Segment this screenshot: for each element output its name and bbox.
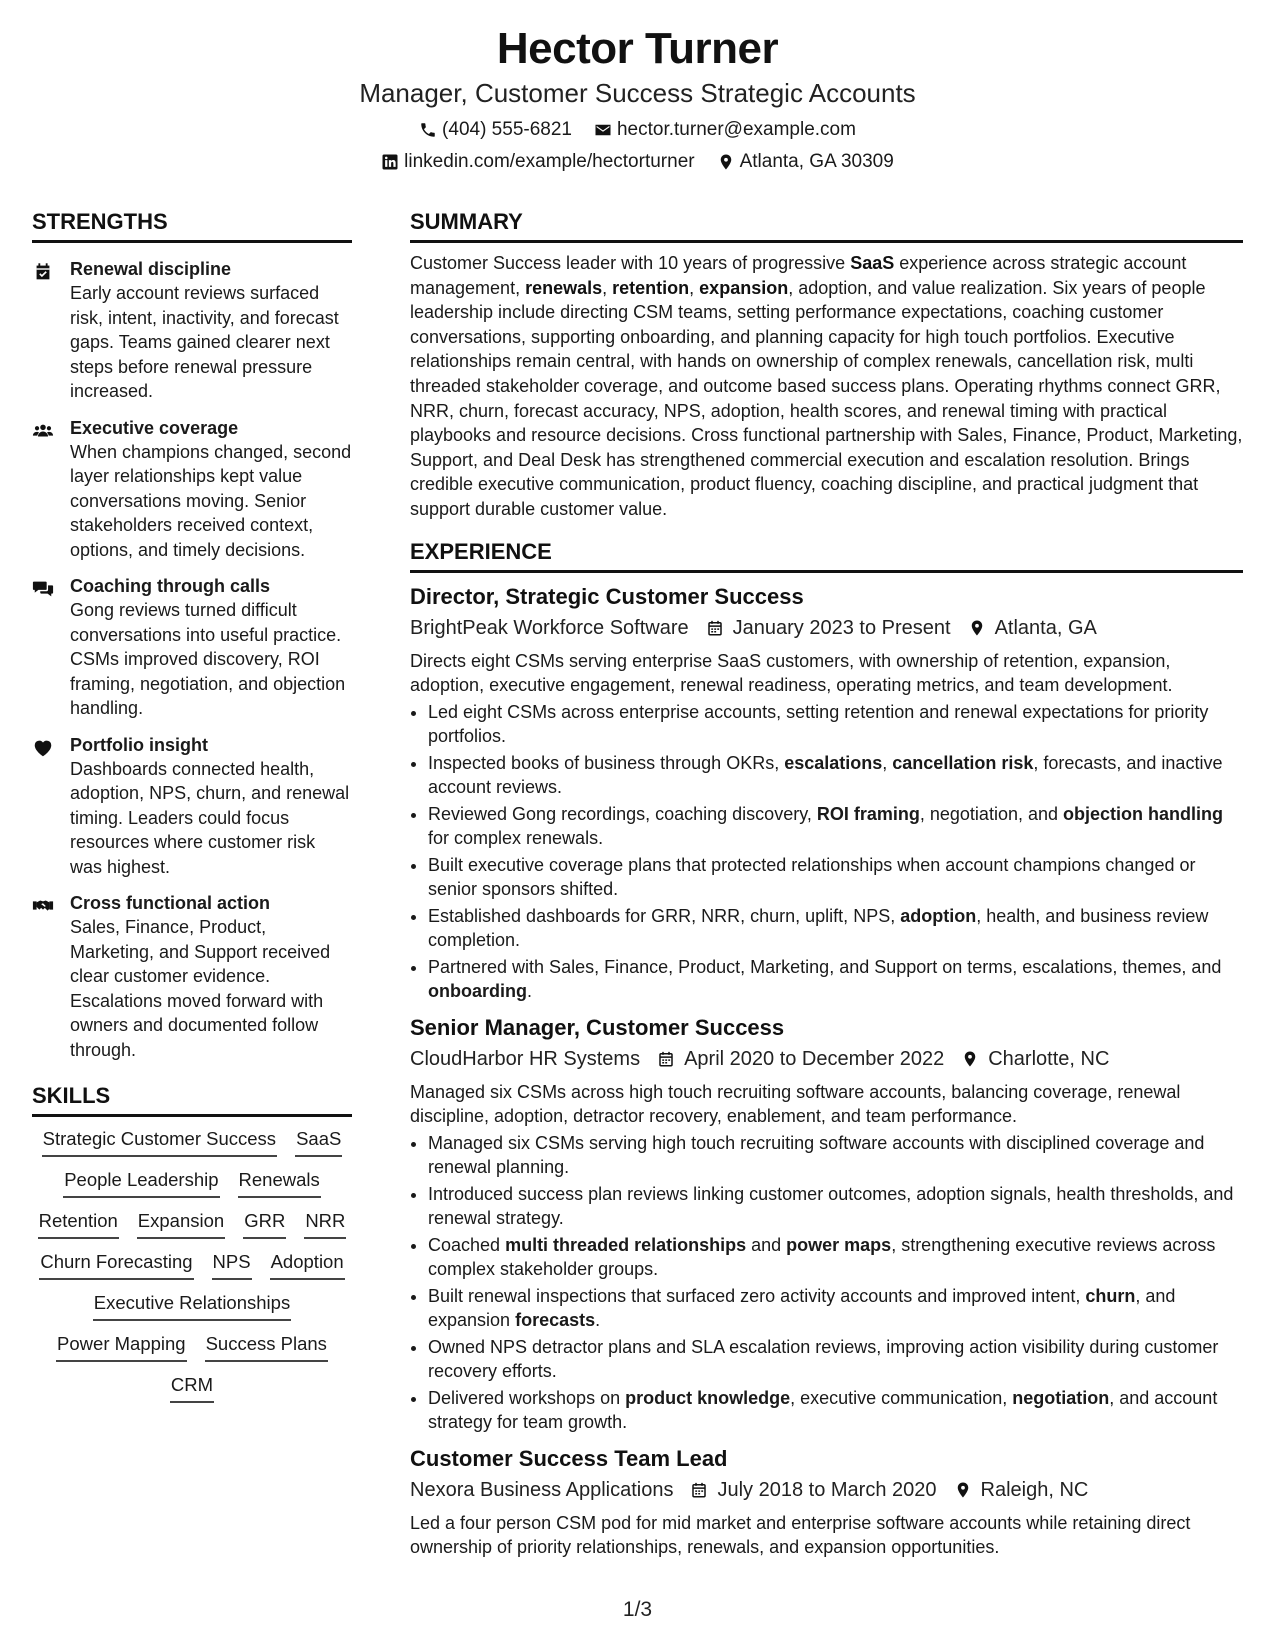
resume-header <box>0 22 1275 174</box>
job-title: Director, Strategic Customer Success <box>410 583 804 609</box>
job-meta <box>410 615 1243 641</box>
bold-keyword: objection handling <box>1063 803 1224 824</box>
bullet-item <box>428 1131 1243 1180</box>
bold-keyword: product knowledge <box>625 1387 791 1408</box>
job-meta <box>410 1477 1243 1503</box>
text-run: , health, and business review completion. <box>428 905 1209 951</box>
text-run: , adoption, and value realization. Six years of people leadership include directing CSM teams, setting performance expectations, coaching customer conversations, supporting onboarding, and planning capacity for high touch portfolios. Executive relationships remain central, with hands on ownership of complex renewals, cancellation risk, multi threaded stakeholder coverage, and outcome based success plans. Operating rhythms connect GRR, NRR, churn, forecast accuracy, NPS, adoption, health scores, and renewal timing with practical playbooks and resource decisions. Cross functional partnership with Sales, Finance, Product, Marketing, Support, and Deal Desk has strengthened commercial execution and escalation resolution. Brings credible executive communication, product fluency, coaching discipline, and practical judgment that support durable customer value. <box>410 277 1243 519</box>
skill-row <box>32 1209 352 1239</box>
bold-keyword: SaaS <box>850 253 895 273</box>
skill-tag: SaaS <box>295 1127 342 1157</box>
skill-row <box>32 1291 352 1321</box>
bullet-item <box>428 700 1243 749</box>
text-run: and <box>746 1234 787 1255</box>
bullet-item <box>428 1386 1243 1435</box>
skill-tag: NPS <box>212 1250 252 1280</box>
skill-tag: Executive Relationships <box>93 1291 291 1321</box>
bold-keyword: forecasts <box>515 1310 596 1331</box>
contact-row-2 <box>0 150 1275 174</box>
job-company: CloudHarbor HR Systems <box>410 1047 641 1070</box>
bullet-item <box>428 1335 1243 1384</box>
skill-tag: Expansion <box>137 1209 225 1239</box>
skill-row <box>32 1127 352 1157</box>
skill-tag: Adoption <box>270 1250 345 1280</box>
skill-tag: People Leadership <box>63 1168 219 1198</box>
bold-keyword: onboarding <box>428 981 527 1002</box>
email-contact[interactable] <box>594 118 856 142</box>
strength-title: Renewal discipline <box>70 259 232 279</box>
strength-body <box>70 733 352 880</box>
skill-tag: Success Plans <box>205 1332 328 1362</box>
text-run: Introduced success plan reviews linking customer outcomes, adoption signals, health thresholds, and renewal strategy. <box>428 1183 1234 1229</box>
contact-row-1 <box>0 118 1275 142</box>
strength-text: Dashboards connected health, adoption, NPS, churn, and renewal timing. Leaders could focus resources where customer risk was highest. <box>70 758 350 877</box>
bold-keyword: ROI framing <box>816 803 920 824</box>
skill-row <box>32 1168 352 1198</box>
strength-item <box>32 416 352 563</box>
strength-item <box>32 891 352 1062</box>
text-run: Established dashboards for GRR, NRR, churn, uplift, NPS, <box>428 905 901 926</box>
job-description: Managed six CSMs across high touch recruiting software accounts, balancing coverage, renewal discipline, adoption, detractor recovery, enablement, and team performance. <box>410 1081 1181 1127</box>
bold-keyword: negotiation <box>1012 1387 1110 1408</box>
job-company: BrightPeak Workforce Software <box>410 616 689 639</box>
skill-tag: CRM <box>170 1373 214 1403</box>
location-text: Atlanta, GA 30309 <box>739 151 894 172</box>
text-run: for complex renewals. <box>428 828 604 849</box>
text-run: Coached <box>428 1234 506 1255</box>
calendar-icon <box>690 1481 708 1499</box>
strength-item <box>32 574 352 721</box>
email-text[interactable]: hector.turner@example.com <box>616 119 856 140</box>
comments-icon <box>32 574 56 721</box>
calendar-icon <box>657 1050 675 1068</box>
phone-icon <box>419 121 437 139</box>
job-location: Atlanta, GA <box>994 616 1097 639</box>
strength-body <box>70 257 352 404</box>
calendar-icon <box>706 619 724 637</box>
job-dates: July 2018 to March 2020 <box>717 1478 937 1501</box>
text-run: Reviewed Gong recordings, coaching discovery, <box>428 803 817 824</box>
text-run: Built renewal inspections that surfaced zero activity accounts and improved intent, <box>428 1285 1086 1306</box>
job-title: Senior Manager, Customer Success <box>410 1014 785 1040</box>
skill-row <box>32 1250 352 1280</box>
text-run: Built executive coverage plans that protected relationships when account champions changed or senior sponsors shifted. <box>428 854 1196 900</box>
summary-heading: SUMMARY <box>410 208 1243 243</box>
job-dates: April 2020 to December 2022 <box>684 1047 945 1070</box>
strengths-heading: STRENGTHS <box>32 208 352 243</box>
job-bullets <box>410 700 1243 1004</box>
strength-item <box>32 733 352 880</box>
summary-text <box>410 251 1243 522</box>
text-run: , and account strategy for team growth. <box>428 1387 1218 1433</box>
skill-tag: Power Mapping <box>56 1332 187 1362</box>
strength-title: Cross functional action <box>70 893 271 913</box>
map-marker-icon <box>954 1481 972 1499</box>
bold-keyword: churn <box>1085 1285 1136 1306</box>
bold-keyword: renewals <box>525 277 603 298</box>
job-title: Customer Success Team Lead <box>410 1445 728 1471</box>
handshake-icon <box>32 891 56 1062</box>
skill-tag: Strategic Customer Success <box>42 1127 277 1157</box>
job-dates: January 2023 to Present <box>732 616 951 639</box>
text-run: . <box>595 1310 601 1331</box>
page-number: 1/3 <box>622 1598 653 1621</box>
map-marker-icon <box>961 1050 979 1068</box>
job-meta <box>410 1046 1243 1072</box>
strength-title: Executive coverage <box>70 417 239 438</box>
job-bullets <box>410 1131 1243 1435</box>
text-run: , and expansion <box>428 1285 1176 1331</box>
bullet-item <box>428 904 1243 953</box>
bullet-item <box>428 751 1243 800</box>
candidate-title: Manager, Customer Success Strategic Accounts <box>359 78 916 108</box>
strength-body <box>70 891 352 1062</box>
bullet-item <box>428 802 1243 851</box>
strength-body <box>70 416 352 563</box>
skills-list <box>32 1127 352 1403</box>
job-description: Led a four person CSM pod for mid market and enterprise software accounts while retaining direct ownership of priority relationships, renewals, and expansion opportunities. <box>410 1512 1191 1558</box>
job-location: Raleigh, NC <box>980 1478 1089 1501</box>
strength-item <box>32 257 352 404</box>
job-company: Nexora Business Applications <box>410 1478 674 1501</box>
heart-icon <box>32 733 56 880</box>
right-column <box>410 208 1243 1562</box>
text-run: , strengthening executive reviews across complex stakeholder groups. <box>428 1234 1216 1280</box>
calendar-check-icon <box>32 257 56 404</box>
skill-tag: Renewals <box>238 1168 321 1198</box>
bold-keyword: adoption <box>900 905 977 926</box>
strength-text: Sales, Finance, Product, Marketing, and Support received clear customer evidence. Escalations moved forward with owners and documented follow through. <box>70 917 331 1060</box>
text-run: Owned NPS detractor plans and SLA escalation reviews, improving action visibility during customer recovery efforts. <box>428 1336 1219 1382</box>
left-column <box>32 208 352 1414</box>
text-run: Inspected books of business through OKRs, <box>428 752 785 773</box>
linkedin-text[interactable]: linkedin.com/example/hectorturner <box>404 151 695 172</box>
experience-list <box>410 583 1243 1560</box>
bullet-item <box>428 1182 1243 1231</box>
job-description: Directs eight CSMs serving enterprise SaaS customers, with ownership of retention, expansion, adoption, executive engagement, renewal readiness, operating metrics, and team development. <box>410 650 1173 696</box>
text-run: , <box>602 277 613 298</box>
strength-text: When champions changed, second layer relationships kept value conversations moving. Senior stakeholders received context, options, and timely decisions. <box>70 441 352 560</box>
phone-contact <box>419 118 572 142</box>
location-contact <box>717 150 894 174</box>
bullet-item <box>428 955 1243 1004</box>
map-marker-icon <box>717 153 735 171</box>
strength-text: Gong reviews turned difficult conversations into useful practice. CSMs improved discovery, ROI framing, negotiation, and objection handling. <box>70 600 346 718</box>
phone-text: (404) 555-6821 <box>442 119 572 140</box>
text-run: Delivered workshops on <box>428 1387 626 1408</box>
users-icon <box>32 416 56 563</box>
linkedin-icon <box>381 153 399 171</box>
text-run: Customer Success leader with 10 years of progressive <box>410 253 851 273</box>
skill-tag: Churn Forecasting <box>39 1250 193 1280</box>
envelope-icon <box>594 121 612 139</box>
text-run: . <box>526 981 532 1002</box>
experience-heading: EXPERIENCE <box>410 538 1243 573</box>
linkedin-contact[interactable] <box>381 150 694 174</box>
skill-tag: NRR <box>304 1209 346 1239</box>
bold-keyword: cancellation risk <box>892 752 1034 773</box>
text-run: Led eight CSMs across enterprise accounts, setting retention and renewal expectations for priority portfolios. <box>428 701 1209 747</box>
text-run: , negotiation, and <box>919 803 1064 824</box>
strengths-list <box>32 257 352 1062</box>
text-run: , forecasts, and inactive account reviews. <box>428 752 1223 798</box>
job-location: Charlotte, NC <box>988 1047 1110 1070</box>
text-run: , <box>882 752 893 773</box>
map-marker-icon <box>968 619 986 637</box>
text-run: Partnered with Sales, Finance, Product, Marketing, and Support on terms, escalations, themes, and <box>428 956 1222 977</box>
candidate-name: Hector Turner <box>496 24 779 73</box>
text-run: Managed six CSMs serving high touch recruiting software accounts with disciplined coverage and renewal planning. <box>428 1132 1205 1178</box>
bullet-item <box>428 1284 1243 1333</box>
text-run: , executive communication, <box>790 1387 1013 1408</box>
strength-title: Portfolio insight <box>70 734 208 755</box>
skill-row <box>32 1332 352 1362</box>
bullet-item <box>428 853 1243 902</box>
strength-body <box>70 574 352 721</box>
strength-title: Coaching through calls <box>70 576 271 596</box>
bold-keyword: retention <box>612 277 690 298</box>
skill-row <box>32 1373 352 1403</box>
text-run: experience across strategic account management, <box>410 253 1187 298</box>
skill-tag: GRR <box>243 1209 286 1239</box>
bold-keyword: escalations <box>784 752 883 773</box>
strength-text: Early account reviews surfaced risk, intent, inactivity, and forecast gaps. Teams gained clearer next steps before renewal pressure increased. <box>70 283 339 401</box>
text-run: , <box>689 277 700 298</box>
bold-keyword: power maps <box>786 1234 892 1255</box>
bold-keyword: multi threaded relationships <box>505 1234 747 1255</box>
bold-keyword: expansion <box>699 277 789 298</box>
skill-tag: Retention <box>38 1209 119 1239</box>
skills-heading: SKILLS <box>32 1082 352 1117</box>
bullet-item <box>428 1233 1243 1282</box>
